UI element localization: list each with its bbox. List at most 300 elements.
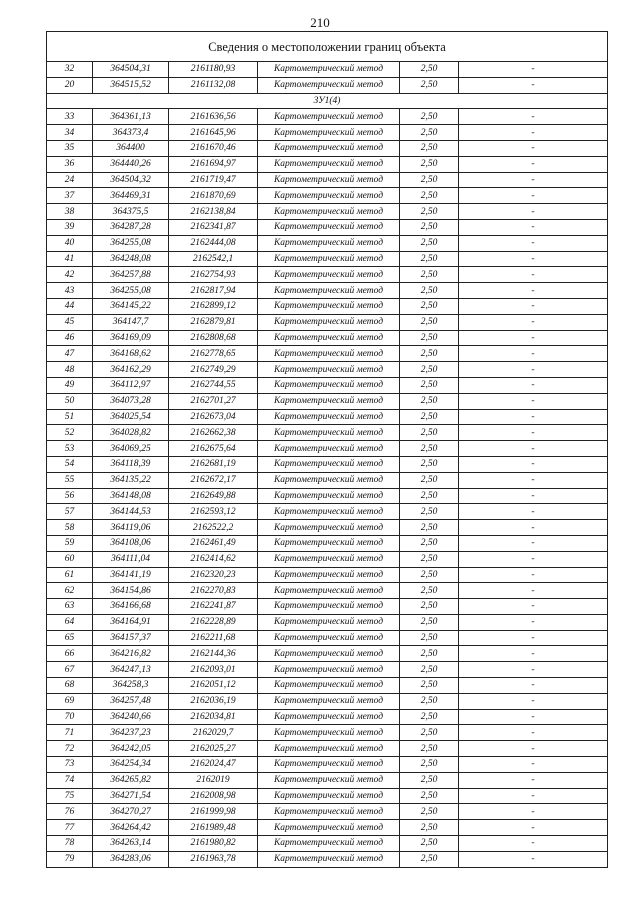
x-coordinate-cell: 364112,97 [93, 377, 169, 393]
point-number-cell: 68 [47, 678, 93, 694]
y-coordinate-cell: 2162024,47 [169, 757, 258, 773]
point-number-cell: 63 [47, 599, 93, 615]
description-cell: - [459, 583, 608, 599]
description-cell: - [459, 551, 608, 567]
y-coordinate-cell: 2162034,81 [169, 709, 258, 725]
y-coordinate-cell: 2162241,87 [169, 599, 258, 615]
table-row [47, 62, 608, 78]
description-cell: - [459, 204, 608, 220]
y-coordinate-cell: 2162899,12 [169, 298, 258, 314]
method-cell: Картометрический метод [258, 456, 400, 472]
accuracy-cell: 2,50 [400, 409, 459, 425]
method-cell: Картометрический метод [258, 836, 400, 852]
description-cell: - [459, 298, 608, 314]
description-cell: - [459, 757, 608, 773]
description-cell: - [459, 741, 608, 757]
table-row [47, 362, 608, 378]
table-row [47, 851, 608, 867]
accuracy-cell: 2,50 [400, 678, 459, 694]
accuracy-cell: 2,50 [400, 757, 459, 773]
description-cell: - [459, 836, 608, 852]
y-coordinate-cell: 2162036,19 [169, 693, 258, 709]
accuracy-cell: 2,50 [400, 630, 459, 646]
method-cell: Картометрический метод [258, 725, 400, 741]
accuracy-cell: 2,50 [400, 693, 459, 709]
table-row [47, 140, 608, 156]
accuracy-cell: 2,50 [400, 62, 459, 78]
accuracy-cell: 2,50 [400, 567, 459, 583]
point-number-cell: 65 [47, 630, 93, 646]
description-cell: - [459, 251, 608, 267]
x-coordinate-cell: 364255,08 [93, 235, 169, 251]
description-cell: - [459, 125, 608, 141]
method-cell: Картометрический метод [258, 109, 400, 125]
description-cell: - [459, 804, 608, 820]
y-coordinate-cell: 2162675,64 [169, 441, 258, 457]
description-cell: - [459, 330, 608, 346]
accuracy-cell: 2,50 [400, 472, 459, 488]
accuracy-cell: 2,50 [400, 741, 459, 757]
description-cell: - [459, 614, 608, 630]
point-number-cell: 72 [47, 741, 93, 757]
point-number-cell: 39 [47, 219, 93, 235]
accuracy-cell: 2,50 [400, 441, 459, 457]
description-cell: - [459, 472, 608, 488]
method-cell: Картометрический метод [258, 251, 400, 267]
description-cell: - [459, 393, 608, 409]
x-coordinate-cell: 364265,82 [93, 772, 169, 788]
table-row [47, 125, 608, 141]
table-row [47, 219, 608, 235]
y-coordinate-cell: 2161989,48 [169, 820, 258, 836]
table-row [47, 583, 608, 599]
method-cell: Картометрический метод [258, 346, 400, 362]
accuracy-cell: 2,50 [400, 614, 459, 630]
table-row [47, 314, 608, 330]
method-cell: Картометрический метод [258, 851, 400, 867]
method-cell: Картометрический метод [258, 757, 400, 773]
method-cell: Картометрический метод [258, 393, 400, 409]
x-coordinate-cell: 364283,06 [93, 851, 169, 867]
x-coordinate-cell: 364400 [93, 140, 169, 156]
method-cell: Картометрический метод [258, 235, 400, 251]
accuracy-cell: 2,50 [400, 362, 459, 378]
point-number-cell: 61 [47, 567, 93, 583]
x-coordinate-cell: 364145,22 [93, 298, 169, 314]
table-row [47, 520, 608, 536]
method-cell: Картометрический метод [258, 425, 400, 441]
description-cell: - [459, 77, 608, 93]
point-number-cell: 43 [47, 283, 93, 299]
y-coordinate-cell: 2162461,49 [169, 535, 258, 551]
description-cell: - [459, 772, 608, 788]
point-number-cell: 60 [47, 551, 93, 567]
table-row [47, 377, 608, 393]
accuracy-cell: 2,50 [400, 425, 459, 441]
method-cell: Картометрический метод [258, 504, 400, 520]
y-coordinate-cell: 2162542,1 [169, 251, 258, 267]
table-row [47, 77, 608, 93]
x-coordinate-cell: 364135,22 [93, 472, 169, 488]
accuracy-cell: 2,50 [400, 646, 459, 662]
point-number-cell: 54 [47, 456, 93, 472]
point-number-cell: 78 [47, 836, 93, 852]
x-coordinate-cell: 364069,25 [93, 441, 169, 457]
method-cell: Картометрический метод [258, 125, 400, 141]
description-cell: - [459, 820, 608, 836]
method-cell: Картометрический метод [258, 820, 400, 836]
x-coordinate-cell: 364271,54 [93, 788, 169, 804]
description-cell: - [459, 520, 608, 536]
y-coordinate-cell: 2162672,17 [169, 472, 258, 488]
method-cell: Картометрический метод [258, 267, 400, 283]
method-cell: Картометрический метод [258, 678, 400, 694]
accuracy-cell: 2,50 [400, 583, 459, 599]
method-cell: Картометрический метод [258, 362, 400, 378]
method-cell: Картометрический метод [258, 693, 400, 709]
accuracy-cell: 2,50 [400, 804, 459, 820]
accuracy-cell: 2,50 [400, 725, 459, 741]
point-number-cell: 37 [47, 188, 93, 204]
description-cell: - [459, 409, 608, 425]
accuracy-cell: 2,50 [400, 188, 459, 204]
y-coordinate-cell: 2162211,68 [169, 630, 258, 646]
method-cell: Картометрический метод [258, 172, 400, 188]
point-number-cell: 70 [47, 709, 93, 725]
description-cell: - [459, 788, 608, 804]
point-number-cell: 46 [47, 330, 93, 346]
table-row [47, 741, 608, 757]
method-cell: Картометрический метод [258, 535, 400, 551]
table-row [47, 725, 608, 741]
table-row [47, 425, 608, 441]
y-coordinate-cell: 2162414,62 [169, 551, 258, 567]
table-row [47, 662, 608, 678]
table-row [47, 172, 608, 188]
point-number-cell: 42 [47, 267, 93, 283]
y-coordinate-cell: 2162681,19 [169, 456, 258, 472]
description-cell: - [459, 219, 608, 235]
point-number-cell: 48 [47, 362, 93, 378]
table-row [47, 488, 608, 504]
y-coordinate-cell: 2162051,12 [169, 678, 258, 694]
y-coordinate-cell: 2162593,12 [169, 504, 258, 520]
table-row [47, 109, 608, 125]
method-cell: Картометрический метод [258, 283, 400, 299]
accuracy-cell: 2,50 [400, 219, 459, 235]
table-row [47, 709, 608, 725]
y-coordinate-cell: 2162025,27 [169, 741, 258, 757]
y-coordinate-cell: 2161670,46 [169, 140, 258, 156]
description-cell: - [459, 851, 608, 867]
y-coordinate-cell: 2162341,87 [169, 219, 258, 235]
x-coordinate-cell: 364157,37 [93, 630, 169, 646]
x-coordinate-cell: 364164,91 [93, 614, 169, 630]
description-cell: - [459, 488, 608, 504]
point-number-cell: 32 [47, 62, 93, 78]
method-cell: Картометрический метод [258, 614, 400, 630]
point-number-cell: 52 [47, 425, 93, 441]
accuracy-cell: 2,50 [400, 456, 459, 472]
table-row [47, 188, 608, 204]
x-coordinate-cell: 364166,68 [93, 599, 169, 615]
y-coordinate-cell: 2162879,81 [169, 314, 258, 330]
point-number-cell: 36 [47, 156, 93, 172]
x-coordinate-cell: 364168,62 [93, 346, 169, 362]
method-cell: Картометрический метод [258, 156, 400, 172]
description-cell: - [459, 456, 608, 472]
section-title: Сведения о местоположении границ объекта [47, 32, 608, 62]
y-coordinate-cell: 2162138,84 [169, 204, 258, 220]
subgroup-row [47, 93, 608, 109]
accuracy-cell: 2,50 [400, 314, 459, 330]
x-coordinate-cell: 364504,31 [93, 62, 169, 78]
point-number-cell: 55 [47, 472, 93, 488]
subgroup-label: ЗУ1(4) [47, 93, 608, 109]
x-coordinate-cell: 364257,48 [93, 693, 169, 709]
table-row [47, 788, 608, 804]
method-cell: Картометрический метод [258, 298, 400, 314]
description-cell: - [459, 504, 608, 520]
point-number-cell: 69 [47, 693, 93, 709]
point-number-cell: 73 [47, 757, 93, 773]
table-row [47, 393, 608, 409]
point-number-cell: 45 [47, 314, 93, 330]
table-row [47, 298, 608, 314]
table-row [47, 235, 608, 251]
y-coordinate-cell: 2162019 [169, 772, 258, 788]
method-cell: Картометрический метод [258, 441, 400, 457]
table-row [47, 204, 608, 220]
boundary-coordinates-sheet [46, 31, 607, 868]
accuracy-cell: 2,50 [400, 204, 459, 220]
y-coordinate-cell: 2161180,93 [169, 62, 258, 78]
point-number-cell: 66 [47, 646, 93, 662]
x-coordinate-cell: 364258,3 [93, 678, 169, 694]
point-number-cell: 24 [47, 172, 93, 188]
description-cell: - [459, 267, 608, 283]
y-coordinate-cell: 2162228,89 [169, 614, 258, 630]
x-coordinate-cell: 364028,82 [93, 425, 169, 441]
x-coordinate-cell: 364162,29 [93, 362, 169, 378]
y-coordinate-cell: 2162270,83 [169, 583, 258, 599]
description-cell: - [459, 678, 608, 694]
x-coordinate-cell: 364270,27 [93, 804, 169, 820]
point-number-cell: 47 [47, 346, 93, 362]
method-cell: Картометрический метод [258, 599, 400, 615]
method-cell: Картометрический метод [258, 551, 400, 567]
x-coordinate-cell: 364440,26 [93, 156, 169, 172]
method-cell: Картометрический метод [258, 219, 400, 235]
x-coordinate-cell: 364375,5 [93, 204, 169, 220]
x-coordinate-cell: 364073,28 [93, 393, 169, 409]
method-cell: Картометрический метод [258, 583, 400, 599]
y-coordinate-cell: 2162817,94 [169, 283, 258, 299]
x-coordinate-cell: 364361,13 [93, 109, 169, 125]
y-coordinate-cell: 2162778,65 [169, 346, 258, 362]
accuracy-cell: 2,50 [400, 488, 459, 504]
x-coordinate-cell: 364025,54 [93, 409, 169, 425]
y-coordinate-cell: 2161870,69 [169, 188, 258, 204]
accuracy-cell: 2,50 [400, 788, 459, 804]
method-cell: Картометрический метод [258, 709, 400, 725]
accuracy-cell: 2,50 [400, 235, 459, 251]
table-row [47, 646, 608, 662]
point-number-cell: 53 [47, 441, 93, 457]
y-coordinate-cell: 2161963,78 [169, 851, 258, 867]
x-coordinate-cell: 364373,4 [93, 125, 169, 141]
x-coordinate-cell: 364237,23 [93, 725, 169, 741]
y-coordinate-cell: 2162744,55 [169, 377, 258, 393]
description-cell: - [459, 599, 608, 615]
y-coordinate-cell: 2162093,01 [169, 662, 258, 678]
point-number-cell: 58 [47, 520, 93, 536]
accuracy-cell: 2,50 [400, 251, 459, 267]
description-cell: - [459, 109, 608, 125]
description-cell: - [459, 314, 608, 330]
accuracy-cell: 2,50 [400, 772, 459, 788]
table-row [47, 283, 608, 299]
description-cell: - [459, 662, 608, 678]
description-cell: - [459, 630, 608, 646]
description-cell: - [459, 535, 608, 551]
table-row [47, 757, 608, 773]
description-cell: - [459, 693, 608, 709]
point-number-cell: 33 [47, 109, 93, 125]
accuracy-cell: 2,50 [400, 377, 459, 393]
table-row [47, 551, 608, 567]
description-cell: - [459, 441, 608, 457]
table-body [47, 32, 608, 868]
point-number-cell: 64 [47, 614, 93, 630]
x-coordinate-cell: 364264,42 [93, 820, 169, 836]
y-coordinate-cell: 2162662,38 [169, 425, 258, 441]
method-cell: Картометрический метод [258, 188, 400, 204]
table-row [47, 567, 608, 583]
point-number-cell: 59 [47, 535, 93, 551]
x-coordinate-cell: 364119,06 [93, 520, 169, 536]
description-cell: - [459, 567, 608, 583]
y-coordinate-cell: 2162029,7 [169, 725, 258, 741]
table-row [47, 804, 608, 820]
y-coordinate-cell: 2161645,96 [169, 125, 258, 141]
table-row [47, 630, 608, 646]
y-coordinate-cell: 2161636,56 [169, 109, 258, 125]
table-row [47, 836, 608, 852]
description-cell: - [459, 188, 608, 204]
method-cell: Картометрический метод [258, 472, 400, 488]
method-cell: Картометрический метод [258, 567, 400, 583]
y-coordinate-cell: 2162008,98 [169, 788, 258, 804]
y-coordinate-cell: 2161999,98 [169, 804, 258, 820]
y-coordinate-cell: 2162754,93 [169, 267, 258, 283]
accuracy-cell: 2,50 [400, 520, 459, 536]
accuracy-cell: 2,50 [400, 298, 459, 314]
accuracy-cell: 2,50 [400, 77, 459, 93]
description-cell: - [459, 709, 608, 725]
point-number-cell: 20 [47, 77, 93, 93]
y-coordinate-cell: 2162444,08 [169, 235, 258, 251]
description-cell: - [459, 346, 608, 362]
accuracy-cell: 2,50 [400, 267, 459, 283]
description-cell: - [459, 283, 608, 299]
accuracy-cell: 2,50 [400, 393, 459, 409]
x-coordinate-cell: 364148,08 [93, 488, 169, 504]
description-cell: - [459, 646, 608, 662]
accuracy-cell: 2,50 [400, 346, 459, 362]
y-coordinate-cell: 2162673,04 [169, 409, 258, 425]
page-number: 210 [310, 15, 330, 30]
accuracy-cell: 2,50 [400, 851, 459, 867]
accuracy-cell: 2,50 [400, 836, 459, 852]
y-coordinate-cell: 2161719,47 [169, 172, 258, 188]
method-cell: Картометрический метод [258, 409, 400, 425]
accuracy-cell: 2,50 [400, 283, 459, 299]
table-row [47, 441, 608, 457]
accuracy-cell: 2,50 [400, 535, 459, 551]
x-coordinate-cell: 364216,82 [93, 646, 169, 662]
method-cell: Картометрический метод [258, 772, 400, 788]
point-number-cell: 41 [47, 251, 93, 267]
table-row [47, 772, 608, 788]
table-row [47, 599, 608, 615]
point-number-cell: 56 [47, 488, 93, 504]
method-cell: Картометрический метод [258, 62, 400, 78]
table-row [47, 456, 608, 472]
description-cell: - [459, 172, 608, 188]
point-number-cell: 51 [47, 409, 93, 425]
x-coordinate-cell: 364242,05 [93, 741, 169, 757]
method-cell: Картометрический метод [258, 662, 400, 678]
method-cell: Картометрический метод [258, 377, 400, 393]
y-coordinate-cell: 2162649,88 [169, 488, 258, 504]
y-coordinate-cell: 2162749,29 [169, 362, 258, 378]
point-number-cell: 50 [47, 393, 93, 409]
x-coordinate-cell: 364111,04 [93, 551, 169, 567]
x-coordinate-cell: 364147,7 [93, 314, 169, 330]
point-number-cell: 40 [47, 235, 93, 251]
method-cell: Картометрический метод [258, 788, 400, 804]
y-coordinate-cell: 2161132,08 [169, 77, 258, 93]
table-row [47, 409, 608, 425]
description-cell: - [459, 156, 608, 172]
description-cell: - [459, 362, 608, 378]
accuracy-cell: 2,50 [400, 551, 459, 567]
method-cell: Картометрический метод [258, 741, 400, 757]
y-coordinate-cell: 2162701,27 [169, 393, 258, 409]
accuracy-cell: 2,50 [400, 504, 459, 520]
section-title-row [47, 32, 608, 62]
point-number-cell: 44 [47, 298, 93, 314]
method-cell: Картометрический метод [258, 646, 400, 662]
table-row [47, 678, 608, 694]
method-cell: Картометрический метод [258, 630, 400, 646]
accuracy-cell: 2,50 [400, 599, 459, 615]
accuracy-cell: 2,50 [400, 662, 459, 678]
point-number-cell: 71 [47, 725, 93, 741]
point-number-cell: 74 [47, 772, 93, 788]
accuracy-cell: 2,50 [400, 820, 459, 836]
x-coordinate-cell: 364247,13 [93, 662, 169, 678]
table-row [47, 330, 608, 346]
method-cell: Картометрический метод [258, 77, 400, 93]
point-number-cell: 35 [47, 140, 93, 156]
point-number-cell: 77 [47, 820, 93, 836]
point-number-cell: 49 [47, 377, 93, 393]
x-coordinate-cell: 364263,14 [93, 836, 169, 852]
y-coordinate-cell: 2161694,97 [169, 156, 258, 172]
table-row [47, 267, 608, 283]
